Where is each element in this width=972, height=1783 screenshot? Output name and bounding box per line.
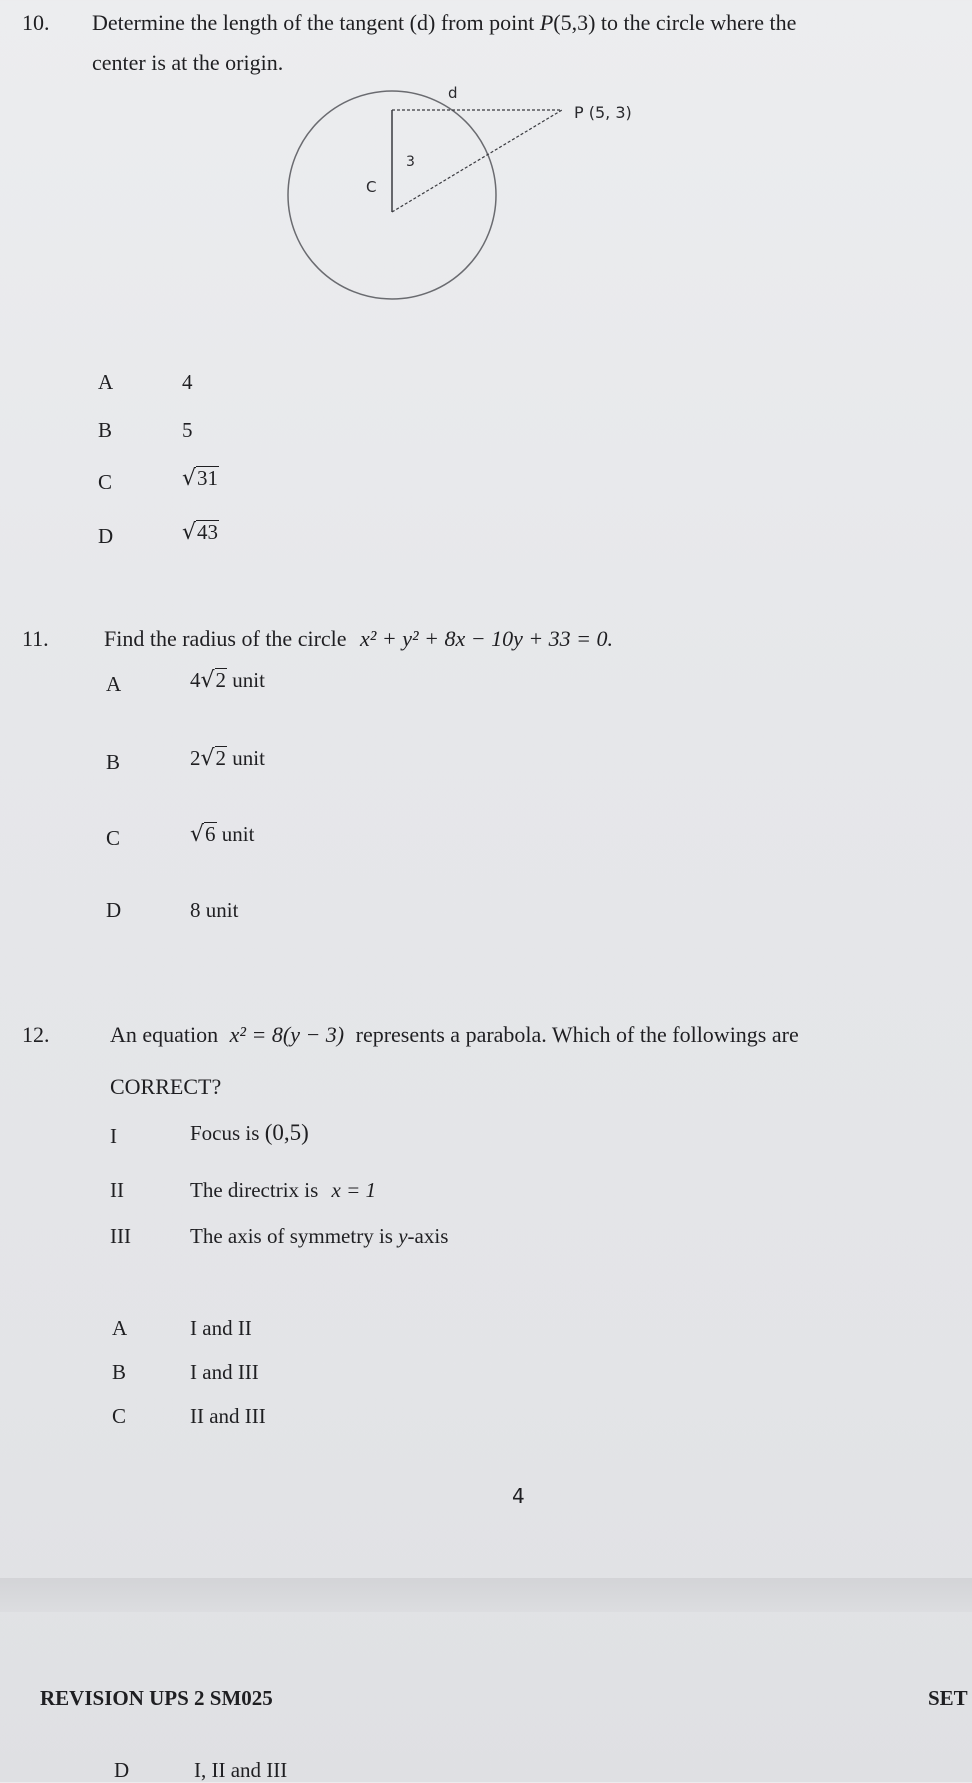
question-10-text-line1 [92,10,796,36]
q11-option-value: 2√2 unit [190,746,265,771]
radicand: 31 [197,466,219,490]
circle-equation: x² + y² + 8x − 10y + 33 = 0. [360,626,614,651]
q12-option-value: I and III [190,1360,259,1384]
hypotenuse-line [392,110,562,212]
label-d: d [448,84,458,102]
parabola-equation: x² = 8(y − 3) [229,1022,345,1047]
footer-title: REVISION UPS 2 SM025 [40,1686,273,1710]
statement-numeral: I [110,1124,117,1148]
question-10-text-line2: center is at the origin. [92,50,284,75]
statement-suffix: -axis [407,1224,449,1248]
question-12-number: 12. [22,1022,50,1047]
radicand: 43 [197,520,219,544]
statement-text [190,1224,448,1249]
question-12-prompt-continued: represents a parabola. Which of the followings are [355,1022,799,1047]
label-radius-3: 3 [406,154,415,170]
question-11-number: 11. [22,626,49,651]
unit: unit [221,822,255,846]
q10-option-value: 5 [182,418,193,442]
label-point-p: P (5, 3) [574,103,632,122]
q11-option-letter: B [106,750,121,774]
q11-option-value: √6 unit [190,822,255,847]
q10-option-letter: C [98,470,113,494]
question-10-point-label: P [539,10,554,35]
q11-option-value: 4√2 unit [190,668,265,693]
question-11-text [104,626,613,652]
question-10-point-coords: (5,3) [553,10,596,35]
q12-option-value: II and III [190,1404,266,1428]
question-12-text-line2: CORRECT? [110,1074,222,1099]
question-10-number: 10. [22,10,50,35]
q10-option-letter: D [98,524,114,548]
unit: unit [232,746,265,770]
statement-prompt: Focus is [190,1121,260,1145]
statement-numeral: II [110,1178,124,1202]
statement-prompt: The directrix is [190,1178,319,1202]
q10-option-value: √31 [182,466,219,491]
statement-numeral: III [110,1224,131,1248]
radicand: 2 [215,746,227,770]
label-center-c: C [366,178,377,196]
tangent-circle-diagram [280,80,700,310]
q11-option-letter: C [106,826,121,850]
question-11-prompt: Find the radius of the circle [104,626,347,651]
q12-option-value: I, II and III [194,1758,288,1782]
radicand: 6 [205,822,216,846]
q12-option-value: I and II [190,1316,252,1340]
statement-prompt: The axis of symmetry is [190,1224,393,1248]
question-12-prompt: An equation [110,1022,219,1047]
question-10-prompt-continued: to the circle where the [600,10,797,35]
question-12-text-line1 [110,1022,799,1048]
q12-option-letter: C [112,1404,127,1428]
coefficient: 4 [190,668,201,692]
unit: unit [232,668,265,692]
statement-math: y [398,1224,408,1248]
statement-text [190,1120,309,1146]
coefficient: 2 [190,746,201,770]
q11-option-letter: A [106,672,122,696]
q12-option-letter: B [112,1360,127,1384]
q11-option-value: 8 unit [190,898,239,922]
radicand: 2 [215,668,227,692]
question-10-prompt: Determine the length of the tangent (d) from point [92,10,535,35]
q10-option-letter: A [98,370,114,394]
q11-option-letter: D [106,898,122,922]
page-number: 4 [512,1484,525,1508]
q12-option-letter: D [114,1758,130,1782]
q10-option-value: √43 [182,520,219,545]
statement-text [190,1178,376,1203]
page-break-band [0,1578,972,1612]
statement-math: x = 1 [331,1178,377,1202]
footer-set: SET [928,1686,968,1710]
q10-option-value: 4 [182,370,193,394]
statement-math: (0,5) [264,1120,309,1145]
q10-option-letter: B [98,418,113,442]
q12-option-letter: A [112,1316,128,1340]
